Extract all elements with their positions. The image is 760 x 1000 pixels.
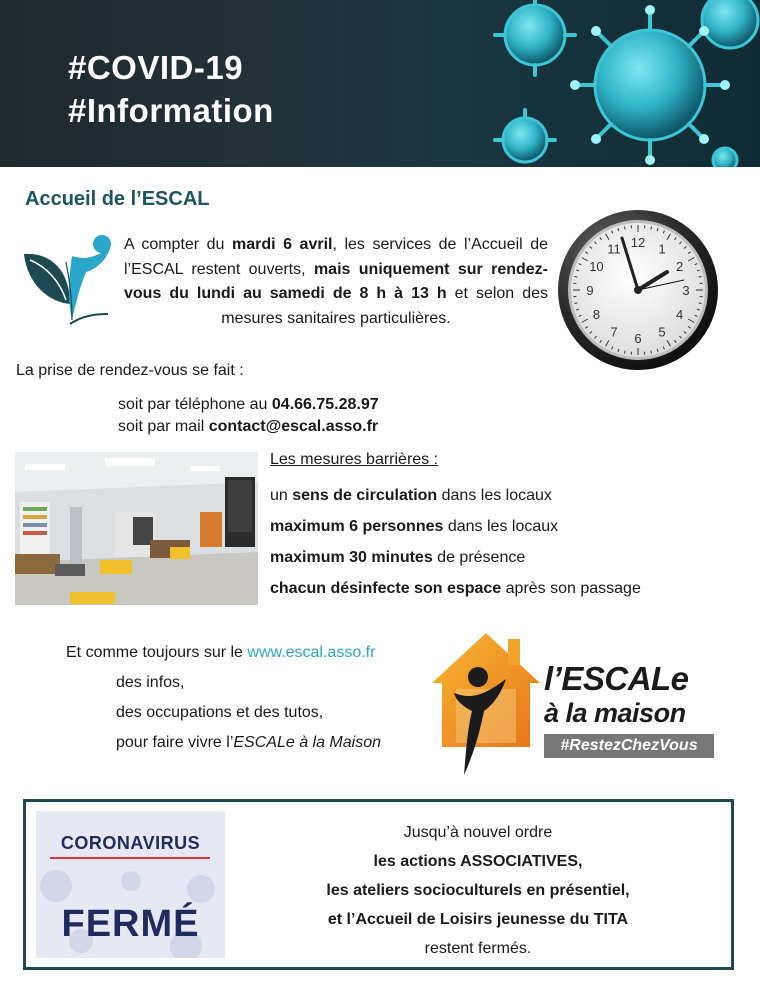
clock-number: 11 bbox=[607, 241, 621, 257]
clock-number: 4 bbox=[675, 307, 684, 322]
measure-bold: maximum 6 personnes bbox=[270, 518, 444, 535]
measure-bold: sens de circulation bbox=[292, 487, 438, 504]
online-line-1 bbox=[66, 638, 381, 668]
phone-number[interactable]: 04.66.75.28.97 bbox=[271, 396, 379, 413]
clock-number: 9 bbox=[586, 283, 594, 298]
online-line-4-italic: ESCALe à la Maison bbox=[233, 734, 382, 751]
banner-line-covid: #COVID-19 bbox=[68, 49, 244, 86]
clock-number: 5 bbox=[658, 324, 666, 340]
closure-line-5: restent fermés. bbox=[424, 940, 532, 957]
contact-block bbox=[118, 394, 379, 438]
online-line-3: des occupations et des tutos, bbox=[116, 704, 324, 721]
clock-number: 1 bbox=[658, 241, 666, 257]
website-link[interactable]: www.escal.asso.fr bbox=[247, 644, 376, 661]
contact-phone-line bbox=[118, 394, 379, 416]
measure-item bbox=[270, 480, 641, 511]
house-icon bbox=[426, 627, 546, 779]
phone-prefix: soit par téléphone au bbox=[118, 396, 272, 413]
escale-maison-logo bbox=[426, 627, 726, 779]
maison-hashtag: #RestezChezVous bbox=[544, 734, 714, 758]
clock-number: 10 bbox=[589, 259, 604, 274]
online-resources bbox=[66, 638, 381, 758]
closure-line-2 bbox=[258, 847, 698, 876]
online-line-4-prefix: pour faire vivre l’ bbox=[116, 734, 234, 751]
measure-post: après son passage bbox=[501, 580, 641, 597]
clock-number: 6 bbox=[634, 331, 642, 346]
maison-title: l’ESCALe bbox=[544, 660, 689, 697]
measure-item bbox=[270, 573, 641, 604]
measure-post: de présence bbox=[432, 549, 526, 566]
closure-line-4 bbox=[258, 905, 698, 934]
virus-illustration bbox=[440, 0, 760, 167]
closure-text bbox=[258, 818, 698, 963]
clock-tick bbox=[624, 226, 625, 229]
closed-badge bbox=[36, 811, 225, 958]
measure-post: dans les locaux bbox=[437, 487, 552, 504]
mail-prefix: soit par mail bbox=[118, 418, 209, 435]
clock-tick bbox=[651, 226, 652, 229]
clock-tick bbox=[574, 303, 577, 304]
measure-item bbox=[270, 511, 641, 542]
badge-coronavirus: CORONAVIRUS bbox=[60, 833, 201, 853]
contact-mail-line bbox=[118, 416, 379, 438]
closure-line-3 bbox=[258, 876, 698, 905]
clock-number: 7 bbox=[610, 324, 618, 340]
intro-text-3: et selon des mesures sanitaires particulières. bbox=[221, 285, 548, 327]
measure-pre: un bbox=[270, 487, 293, 504]
intro-appointment-only: mais uniquement sur rendez-vous du lundi au samedi de 8 h à 13 h bbox=[124, 260, 548, 302]
closure-line-4-text: et l’Accueil de Loisirs jeunesse du TITA bbox=[327, 911, 629, 928]
clock-number: 8 bbox=[592, 307, 601, 322]
escal-logo bbox=[22, 232, 122, 328]
measure-post: dans les locaux bbox=[443, 518, 559, 535]
appointment-intro: La prise de rendez-vous se fait : bbox=[16, 362, 244, 379]
mail-address[interactable]: contact@escal.asso.fr bbox=[208, 418, 379, 435]
closure-line-1: Jusqu’à nouvel ordre bbox=[403, 824, 553, 841]
intro-paragraph bbox=[124, 233, 548, 331]
covid-banner bbox=[0, 0, 760, 167]
clock-image bbox=[556, 208, 720, 372]
banner-line-information: #Information bbox=[68, 92, 274, 129]
clock-tick bbox=[651, 351, 652, 354]
online-prefix: Et comme toujours sur le bbox=[66, 644, 248, 661]
closure-notice bbox=[23, 799, 734, 970]
closure-line-3-text: les ateliers socioculturels en présentiel, bbox=[326, 882, 630, 899]
banner-title bbox=[68, 46, 274, 132]
office-photo bbox=[15, 452, 258, 605]
measure-bold: chacun désinfecte son espace bbox=[270, 580, 502, 597]
clock-number: 12 bbox=[630, 235, 646, 250]
online-line-4 bbox=[66, 728, 381, 758]
clock-tick bbox=[574, 276, 577, 277]
clock-number: 2 bbox=[675, 259, 684, 274]
clock-tick bbox=[699, 303, 702, 304]
clock-number: 3 bbox=[682, 283, 690, 298]
clock-tick bbox=[624, 351, 625, 354]
closure-line-2-text: les actions ASSOCIATIVES, bbox=[373, 853, 583, 870]
intro-text-1: A compter du bbox=[124, 236, 232, 253]
measure-item bbox=[270, 542, 641, 573]
intro-text-2: , les services de l’Accueil de l’ESCAL restent ouverts, bbox=[124, 236, 549, 278]
measure-bold: maximum 30 minutes bbox=[270, 549, 433, 566]
online-line-2: des infos, bbox=[116, 674, 185, 691]
clock-tick bbox=[699, 276, 702, 277]
badge-divider bbox=[50, 857, 210, 859]
measures-title: Les mesures barrières : bbox=[270, 451, 439, 468]
barrier-measures bbox=[270, 449, 641, 604]
intro-date: mardi 6 avril bbox=[232, 236, 333, 253]
badge-ferme: FERMÉ bbox=[61, 903, 200, 945]
maison-subtitle: à la maison bbox=[544, 698, 686, 728]
section-title: Accueil de l’ESCAL bbox=[25, 188, 210, 210]
